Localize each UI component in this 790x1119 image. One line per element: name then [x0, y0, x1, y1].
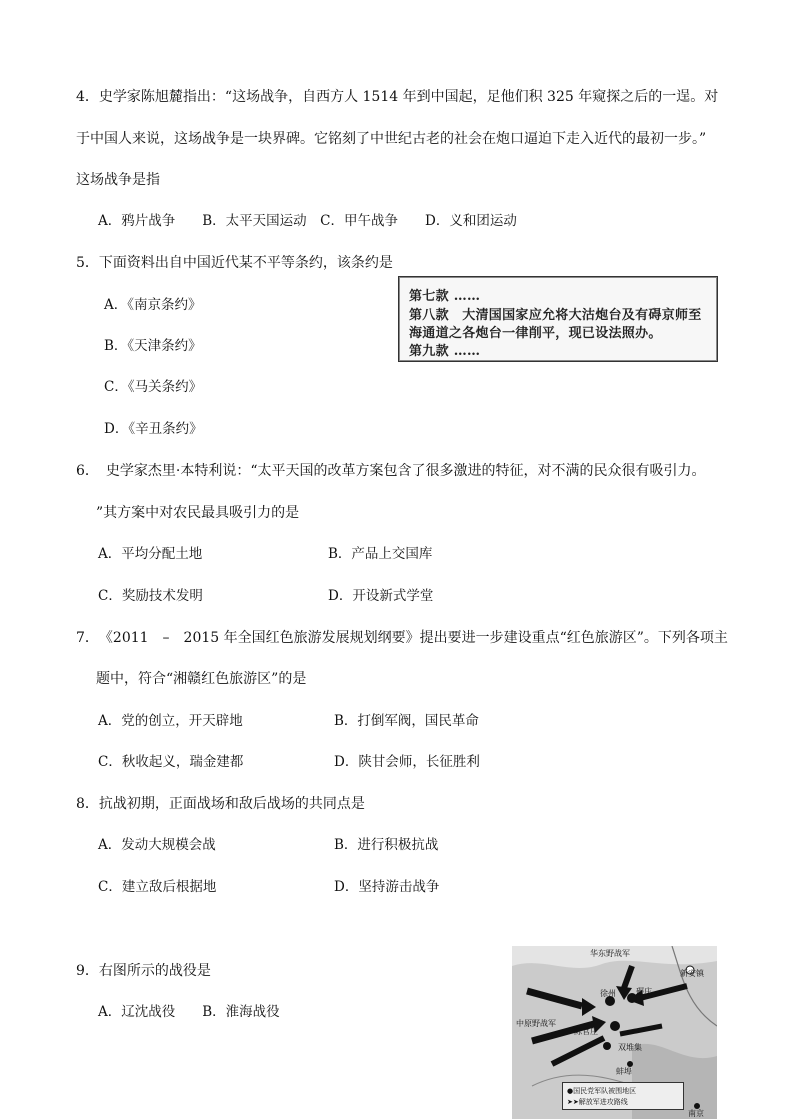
q9-stem: 9．右图所示的战役是 [76, 963, 211, 979]
q7-option-b: B．打倒军阀，国民革命 [334, 713, 479, 729]
q8-option-c: C．建立敌后根据地 [98, 879, 217, 895]
map-label-bengbu: 蚌埠 [616, 1067, 632, 1076]
treaty-excerpt-box [398, 276, 718, 362]
map-label-xuzhou: 徐州 [600, 989, 616, 998]
q7-option-a: A．党的创立，开天辟地 [98, 713, 243, 729]
q5-option-a: A．《南京条约》 [104, 297, 202, 313]
q8-option-b: B．进行积极抗战 [334, 837, 439, 853]
treaty-article-7: 第七款 …… [409, 289, 481, 304]
q5-option-b: B．《天津条约》 [104, 338, 202, 354]
q6-stem-line-1: 6． 史学家杰里·本特利说：“太平天国的改革方案包含了很多激进的特征，对不满的民众很有吸引力。 [76, 463, 706, 479]
q7-stem-line-2: 题中，符合“湘赣红色旅游区”的是 [96, 671, 307, 687]
map-legend [562, 1082, 684, 1110]
q4-options: A．鸦片战争 B．太平天国运动 C．甲午战争 D．义和团运动 [98, 213, 517, 229]
q9-options: A．辽沈战役 B．淮海战役 [98, 1004, 280, 1020]
map-label-nianzhuang: 碾庄 [636, 987, 652, 996]
battle-map [512, 946, 717, 1119]
q8-stem: 8．抗战初期，正面战场和敌后战场的共同点是 [76, 796, 365, 812]
q6-option-d: D．开设新式学堂 [328, 588, 434, 604]
q7-option-c: C．秋收起义，瑞金建都 [98, 754, 244, 770]
q6-stem-line-2: ”其方案中对农民最具吸引力的是 [96, 505, 300, 521]
q4-stem-line-1: 4．史学家陈旭麓指出：“这场战争，自西方人 1514 年到中国起，足他们积 325 年窥探之后的一逞。对 [76, 89, 719, 105]
map-label-nanjing: 南京 [688, 1109, 704, 1118]
q5-stem: 5．下面资料出自中国近代某不平等条约，该条约是 [76, 255, 393, 271]
map-label-central-plains-army: 中原野战军 [516, 1019, 556, 1028]
q4-stem-line-3: 这场战争是指 [76, 172, 160, 188]
map-label-chenguanzhuang: 陈官庄 [574, 1027, 598, 1036]
q7-option-d: D．陕甘会师，长征胜利 [334, 754, 480, 770]
legend-encircled-area: ●国民党军队被围地区 [567, 1087, 637, 1095]
q6-option-c: C．奖励技术发明 [98, 588, 203, 604]
map-label-east-china-army: 华东野战军 [590, 949, 630, 958]
q5-option-c: C．《马关条约》 [104, 379, 203, 395]
q8-option-a: A．发动大规模会战 [98, 837, 216, 853]
map-label-xinanzhen: 新安镇 [680, 969, 704, 978]
map-label-shuangduiji: 双堆集 [618, 1043, 642, 1052]
q5-option-d: D．《辛丑条约》 [104, 421, 203, 437]
q6-option-a: A．平均分配土地 [98, 546, 203, 562]
treaty-article-8-cont: 海通道之各炮台一律削平，现已设法照办。 [409, 326, 662, 341]
legend-attack-route: ➤➤解放军进攻路线 [567, 1098, 628, 1106]
treaty-article-9: 第九款 …… [409, 344, 481, 359]
treaty-article-8: 第八款 大清国国家应允将大沽炮台及有碍京师至 [409, 308, 702, 323]
q6-option-b: B．产品上交国库 [328, 546, 433, 562]
q8-option-d: D．坚持游击战争 [334, 879, 440, 895]
q4-stem-line-2: 于中国人来说，这场战争是一块界碑。它铭刻了中世纪古老的社会在炮口逼迫下走入近代的最初一步。” [76, 131, 707, 147]
q7-stem-line-1: 7． 《2011 – 2015 年全国红色旅游发展规划纲要》提出要进一步建设重点“红色旅游区”。下列各项主 [76, 630, 728, 646]
